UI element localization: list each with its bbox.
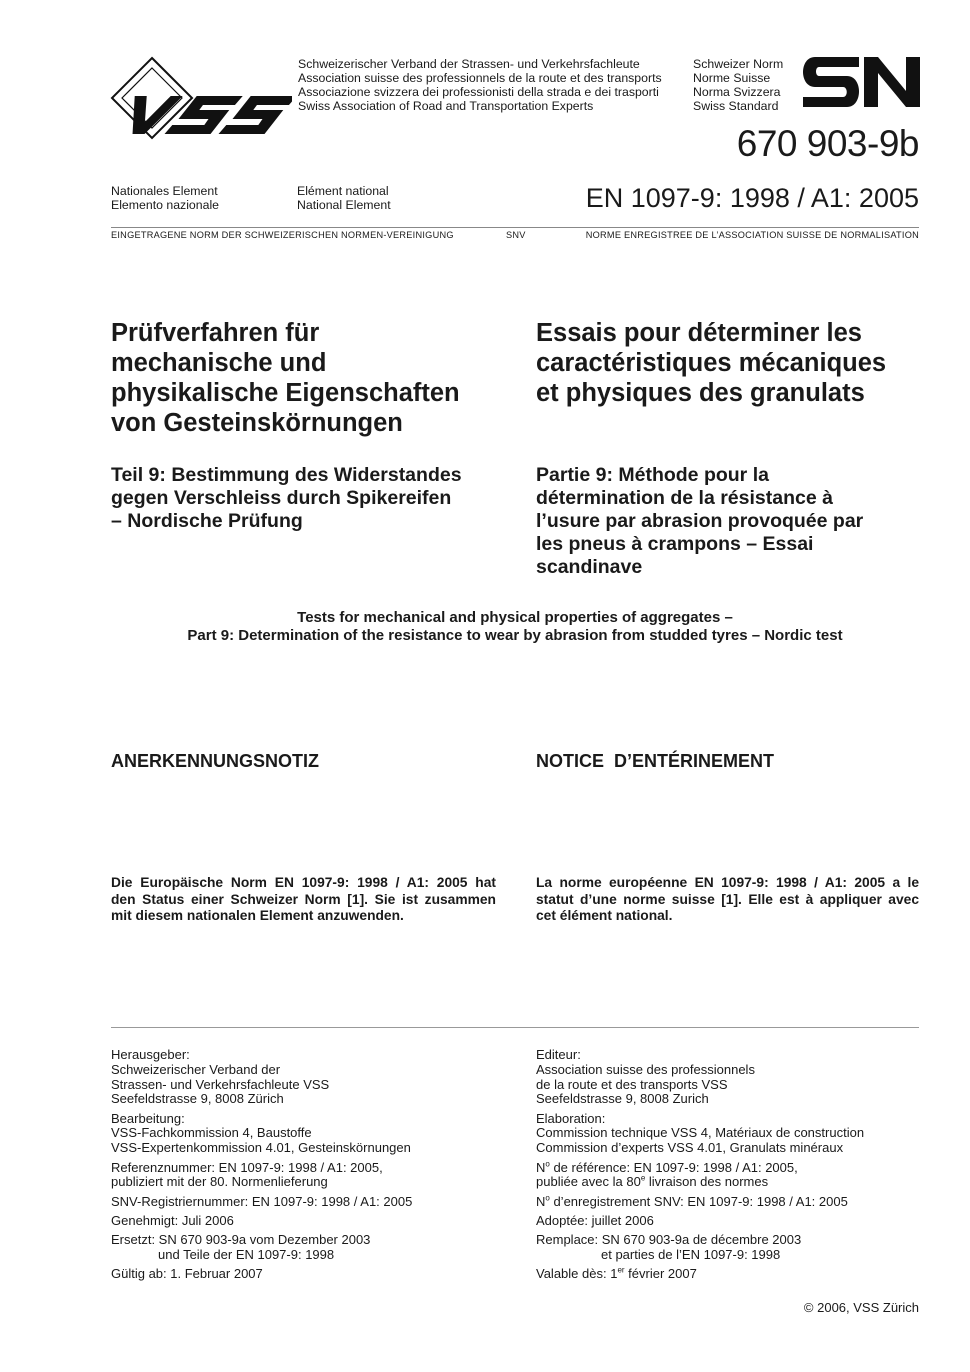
- elaboration-line: Commission technique VSS 4, Matériaux de construction: [536, 1125, 865, 1141]
- editeur-block: [536, 1048, 864, 1107]
- title-en-line: Part 9: Determination of the resistance to wear by abrasion from studded tyres – Nordic test: [187, 627, 843, 644]
- approved-date-de: Genehmigt: Juli 2006: [111, 1212, 234, 1228]
- notice-body-de: [111, 875, 496, 925]
- header-divider: [111, 227, 919, 228]
- ref-line2-prefix: publiée avec la 80: [536, 1174, 641, 1190]
- subtitle-fr-line: les pneus à crampons – Essai: [536, 533, 814, 555]
- subtitle-fr-line: détermination de la résistance à: [536, 487, 833, 509]
- snv-sup: o: [545, 1193, 550, 1203]
- sn-logo: [803, 57, 920, 107]
- subtitle-fr-line: Partie 9: Méthode pour la: [536, 464, 769, 486]
- replaces-line-fr: et parties de l’EN 1097-9: 1998: [601, 1247, 781, 1263]
- notice-heading-de: ANERKENNUNGSNOTIZ: [111, 751, 320, 771]
- ref-prefix: N: [536, 1159, 546, 1175]
- title-de: [111, 318, 496, 438]
- title-fr-line: et physiques des granulats: [536, 379, 865, 407]
- referenz-line: publiziert mit der 80. Normenlieferung: [111, 1174, 328, 1190]
- registration-fr: NORME ENREGISTREE DE L’ASSOCIATION SUISSE DE NORMALISATION: [585, 230, 919, 240]
- bearbeitung-line: VSS-Fachkommission 4, Baustoffe: [111, 1125, 312, 1141]
- herausgeber-line: Strassen- und Verkehrsfachleute VSS: [111, 1076, 330, 1092]
- national-element-label-en: National Element: [297, 198, 391, 212]
- copyright: © 2006, VSS Zürich: [803, 1300, 919, 1315]
- editeur-line: Editeur:: [536, 1047, 581, 1062]
- norm-type: [693, 57, 783, 113]
- title-de-line: mechanische und: [111, 349, 327, 377]
- notice-body-de-line: mit diesem nationalen Element anzuwenden.: [111, 908, 404, 923]
- national-element-label-it: Elemento nazionale: [111, 198, 220, 212]
- snv-prefix: N: [536, 1193, 546, 1209]
- ref-sup: o: [545, 1159, 550, 1169]
- subtitle-de-line: – Nordische Prüfung: [111, 510, 303, 532]
- sn-logo-text: SN: [803, 57, 805, 58]
- ref-text: de référence: EN 1097-9: 1998 / A1: 2005,: [549, 1159, 798, 1175]
- subtitle-fr-line: l’usure par abrasion provoquée par: [536, 510, 864, 532]
- title-en: [111, 609, 919, 645]
- notice-body-fr-line: cet élément national.: [536, 908, 673, 923]
- bearbeitung-line: VSS-Expertenkommission 4.01, Gesteinskörnungen: [111, 1140, 411, 1156]
- footer-divider: [111, 1027, 919, 1028]
- subtitle-de-line: Teil 9: Bestimmung des Widerstandes: [111, 464, 462, 486]
- replaces-block-de: [111, 1233, 412, 1263]
- elaboration-line: Elaboration:: [536, 1110, 606, 1126]
- subtitle-de-line: gegen Verschleiss durch Spikereifen: [111, 487, 452, 509]
- referenz-block: [111, 1161, 412, 1191]
- norm-type-de: Schweizer Norm: [693, 57, 784, 71]
- org-name-it: Associazione svizzera dei professionisti della strada e dei trasporti: [298, 85, 659, 99]
- elaboration-line: Commission d’experts VSS 4.01, Granulats minéraux: [536, 1140, 844, 1156]
- title-de-line: physikalische Eigenschaften: [111, 379, 460, 407]
- national-element-label-de: Nationales Element: [111, 184, 218, 198]
- organisation-names: [298, 57, 662, 113]
- national-element-fr: [297, 184, 391, 212]
- notice-body-fr-line: La norme européenne EN 1097-9: 1998 / A1: 2005 a le: [536, 875, 919, 890]
- subtitle-de: [111, 464, 496, 533]
- title-fr-line: Essais pour déterminer les: [536, 319, 862, 347]
- org-name-fr: Association suisse des professionnels de la route et des transports: [298, 71, 662, 85]
- editeur-line: Seefeldstrasse 9, 8008 Zurich: [536, 1091, 709, 1107]
- org-name-de: Schweizerischer Verband der Strassen- und Verkehrsfachleute: [298, 57, 640, 71]
- editeur-line: de la route et des transports VSS: [536, 1076, 728, 1092]
- snv-text: d’enregistrement SNV: EN 1097-9: 1998 / A1: 2005: [549, 1193, 848, 1209]
- editeur-line: Association suisse des professionnels: [536, 1061, 755, 1077]
- herausgeber-line: Herausgeber:: [111, 1047, 190, 1062]
- valid-sup: er: [617, 1266, 625, 1276]
- norm-type-it: Norma Svizzera: [693, 85, 781, 99]
- approved-date-fr: Adoptée: juillet 2006: [536, 1212, 654, 1228]
- vss-logo: [110, 56, 292, 140]
- en-reference: EN 1097-9: 1998 / A1: 2005: [585, 183, 919, 213]
- title-de-line: von Gesteinskörnungen: [111, 409, 403, 437]
- referenz-line: Referenznummer: EN 1097-9: 1998 / A1: 2005,: [111, 1159, 383, 1175]
- valid-prefix: Valable dès: 1: [536, 1266, 618, 1282]
- national-element-de: [111, 184, 219, 212]
- vss-logo-text: VSS: [110, 56, 113, 57]
- replaces-line-de: und Teile der EN 1097-9: 1998: [158, 1247, 335, 1263]
- herausgeber-line: Schweizerischer Verband der: [111, 1061, 281, 1077]
- registration-snv: SNV: [506, 230, 526, 240]
- valid-suffix: février 2007: [624, 1266, 697, 1282]
- publisher-info-de: [111, 1048, 412, 1287]
- elaboration-block: [536, 1112, 864, 1156]
- title-fr: [536, 318, 921, 408]
- valid-from-de: Gültig ab: 1. Februar 2007: [111, 1266, 263, 1282]
- snv-registration-fr: [536, 1195, 864, 1210]
- document-number: 670 903-9b: [736, 123, 919, 164]
- registration-de: EINGETRAGENE NORM DER SCHWEIZERISCHEN NORMEN-VEREINIGUNG: [111, 230, 454, 240]
- bearbeitung-block: [111, 1112, 412, 1156]
- reference-line-fr: [536, 1175, 864, 1190]
- notice-body-de-line: den Status einer Schweizer Norm [1]. Sie ist zusammen: [111, 891, 496, 907]
- norm-type-fr: Norme Suisse: [693, 71, 771, 85]
- herausgeber-line: Seefeldstrasse 9, 8008 Zürich: [111, 1091, 284, 1107]
- title-en-line: Tests for mechanical and physical properties of aggregates –: [297, 609, 733, 626]
- subtitle-fr: [536, 464, 921, 579]
- herausgeber-block: [111, 1048, 412, 1107]
- replaces-line-fr: Remplace: SN 670 903-9a de décembre 2003: [536, 1232, 802, 1248]
- notice-body-fr-line: statut d’une norme suisse [1]. Elle est à appliquer avec: [536, 891, 919, 907]
- bearbeitung-line: Bearbeitung:: [111, 1110, 185, 1126]
- notice-heading-fr: NOTICE D’ENTÉRINEMENT: [536, 751, 775, 771]
- ref-line2-suffix: livraison des normes: [645, 1174, 769, 1190]
- replaces-line-de: Ersetzt: SN 670 903-9a vom Dezember 2003: [111, 1232, 371, 1248]
- title-fr-line: caractéristiques mécaniques: [536, 349, 887, 377]
- notice-body-de-line: Die Europäische Norm EN 1097-9: 1998 / A1: 2005 hat: [111, 875, 496, 890]
- title-de-line: Prüfverfahren für: [111, 319, 320, 347]
- publisher-info-fr: [536, 1048, 864, 1287]
- replaces-block-fr: [536, 1233, 864, 1263]
- ref-line2-sup: e: [640, 1174, 646, 1184]
- snv-registration-de: SNV-Registriernummer: EN 1097-9: 1998 / A1: 2005: [111, 1193, 413, 1209]
- org-name-en: Swiss Association of Road and Transportation Experts: [298, 99, 594, 113]
- notice-body-fr: [536, 875, 919, 925]
- national-element-label-fr: Elément national: [297, 184, 389, 198]
- subtitle-fr-line: scandinave: [536, 556, 643, 578]
- norm-type-en: Swiss Standard: [693, 99, 779, 113]
- reference-block-fr: [536, 1161, 864, 1191]
- valid-from-fr: [536, 1267, 864, 1282]
